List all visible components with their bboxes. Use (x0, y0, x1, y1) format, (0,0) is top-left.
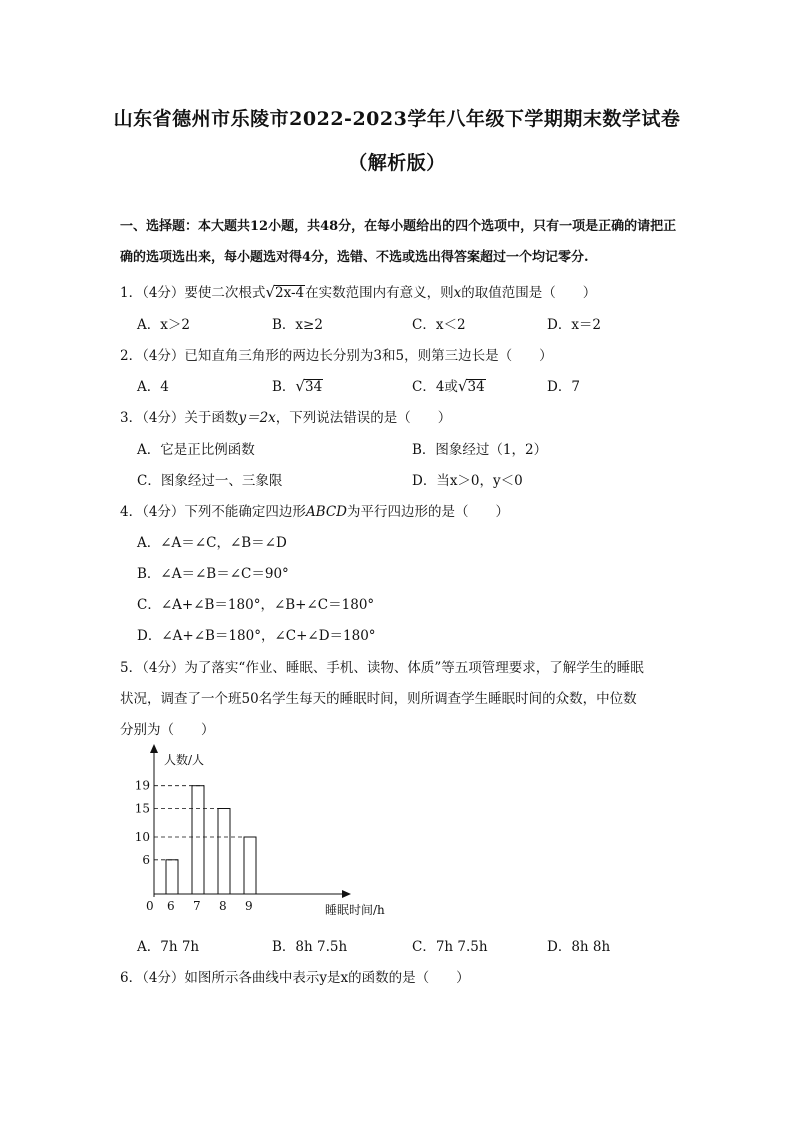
q4-quad: ABCD (305, 504, 348, 520)
y-tick-label: 6 (142, 852, 150, 867)
y-axis-label: 人数/人 (164, 753, 205, 767)
q5-option-d: D．8h 8h (547, 939, 611, 955)
q3-func: y＝2x (238, 410, 276, 426)
question-5-line-1: 5．（4分）为了落实“作业、睡眠、手机、读物、体质”等五项管理要求，了解学生的睡眠 (120, 660, 644, 676)
question-1 (120, 281, 596, 301)
q4-text-b: 为平行四边形的是（ ） (347, 504, 510, 520)
q4-text-a: 4．（4分）下列不能确定四边形 (120, 504, 306, 520)
page-title: 山东省德州市乐陵市2022-2023学年八年级下学期期末数学试卷 (113, 108, 681, 130)
question-3 (120, 406, 451, 426)
question-5-line-2: 状况，调查了一个班50名学生每天的睡眠时间，则所调查学生睡眠时间的众数，中位数 (120, 691, 637, 707)
q3-option-d: D．当x＞0，y＜0 (412, 473, 523, 489)
q3-text-a: 3．（4分）关于函数 (120, 410, 239, 426)
x-axis-label: 睡眠时间/h (325, 903, 385, 917)
q3-text-b: ，下列说法错误的是（ ） (275, 410, 452, 426)
q2-option-b-label: B． (272, 379, 296, 395)
q3-option-a: A．它是正比例函数 (137, 442, 255, 458)
x-tick-label: 9 (245, 899, 253, 913)
bar-7 (192, 786, 204, 894)
q4-option-b: B．∠A＝∠B＝∠C＝90° (137, 566, 289, 582)
x-axis-arrow-icon (342, 890, 351, 898)
q4-option-a: A．∠A＝∠C，∠B＝∠D (137, 535, 287, 551)
radical-sign-icon: √ (457, 377, 468, 395)
q3-option-c: C．图象经过一、三象限 (137, 473, 283, 489)
q5-option-a: A．7h 7h (137, 939, 200, 955)
section-heading: 一、选择题：本大题共12小题，共48分，在每小题给出的四个选项中，只有一项是正确的请把正确的选项选出来，每小题选对得4分，选错、不选或选出得答案超过一个均记零分. (120, 219, 677, 265)
q2-option-c-label: C．4或 (412, 379, 458, 395)
q1-option-b: B．x≥2 (272, 317, 323, 333)
bar-9 (244, 837, 256, 894)
y-tick-label: 15 (134, 801, 150, 816)
question-5-line-3: 分别为（ ） (120, 722, 215, 738)
q1-suffix-a: 在实数范围内有意义，则 (305, 285, 454, 301)
question-6: 6．（4分）如图所示各曲线中表示y是x的函数的是（ ） (120, 970, 470, 986)
q5-option-c: C．7h 7.5h (412, 939, 488, 955)
radical-sign-icon: √ (295, 377, 305, 395)
q1-var: x (453, 285, 462, 301)
q2-option-d: D．7 (547, 379, 580, 395)
x-tick-label: 7 (193, 899, 201, 913)
y-tick-label: 19 (134, 778, 150, 793)
q1-option-d: D．x＝2 (547, 317, 602, 333)
origin-label: 0 (146, 899, 154, 913)
q3-option-b: B．图象经过（1，2） (412, 442, 548, 458)
q2-option-a: A．4 (137, 379, 169, 395)
q2-option-c-radicand: 34 (467, 379, 485, 395)
y-tick-label: 10 (134, 830, 150, 844)
page-subtitle: （解析版） (348, 152, 446, 174)
q1-radicand: 2x-4 (275, 285, 305, 301)
q1-option-a: A．x＞2 (137, 317, 190, 333)
q4-option-d: D．∠A+∠B＝180°，∠C+∠D＝180° (137, 628, 376, 644)
y-axis-arrow-icon (150, 744, 158, 753)
q2-option-b (272, 375, 323, 395)
q1-prefix: 1．（4分）要使二次根式 (120, 285, 266, 301)
q1-suffix-b: 的取值范围是（ ） (461, 285, 597, 301)
x-tick-label: 6 (167, 899, 175, 913)
bar-6 (166, 860, 178, 894)
q1-option-c: C．x＜2 (412, 317, 466, 333)
question-2: 2．（4分）已知直角三角形的两边长分别为3和5，则第三边长是（ ） (120, 348, 553, 364)
q5-option-b: B．8h 7.5h (272, 939, 348, 955)
q2-option-b-radicand: 34 (304, 379, 323, 395)
q4-option-c: C．∠A+∠B＝180°，∠B+∠C＝180° (137, 597, 375, 613)
question-4 (120, 500, 509, 520)
radical-sign-icon: √ (265, 283, 275, 301)
x-tick-label: 8 (219, 899, 227, 913)
bar-8 (218, 809, 230, 895)
sleep-histogram (130, 742, 420, 922)
q2-option-c (412, 375, 486, 395)
